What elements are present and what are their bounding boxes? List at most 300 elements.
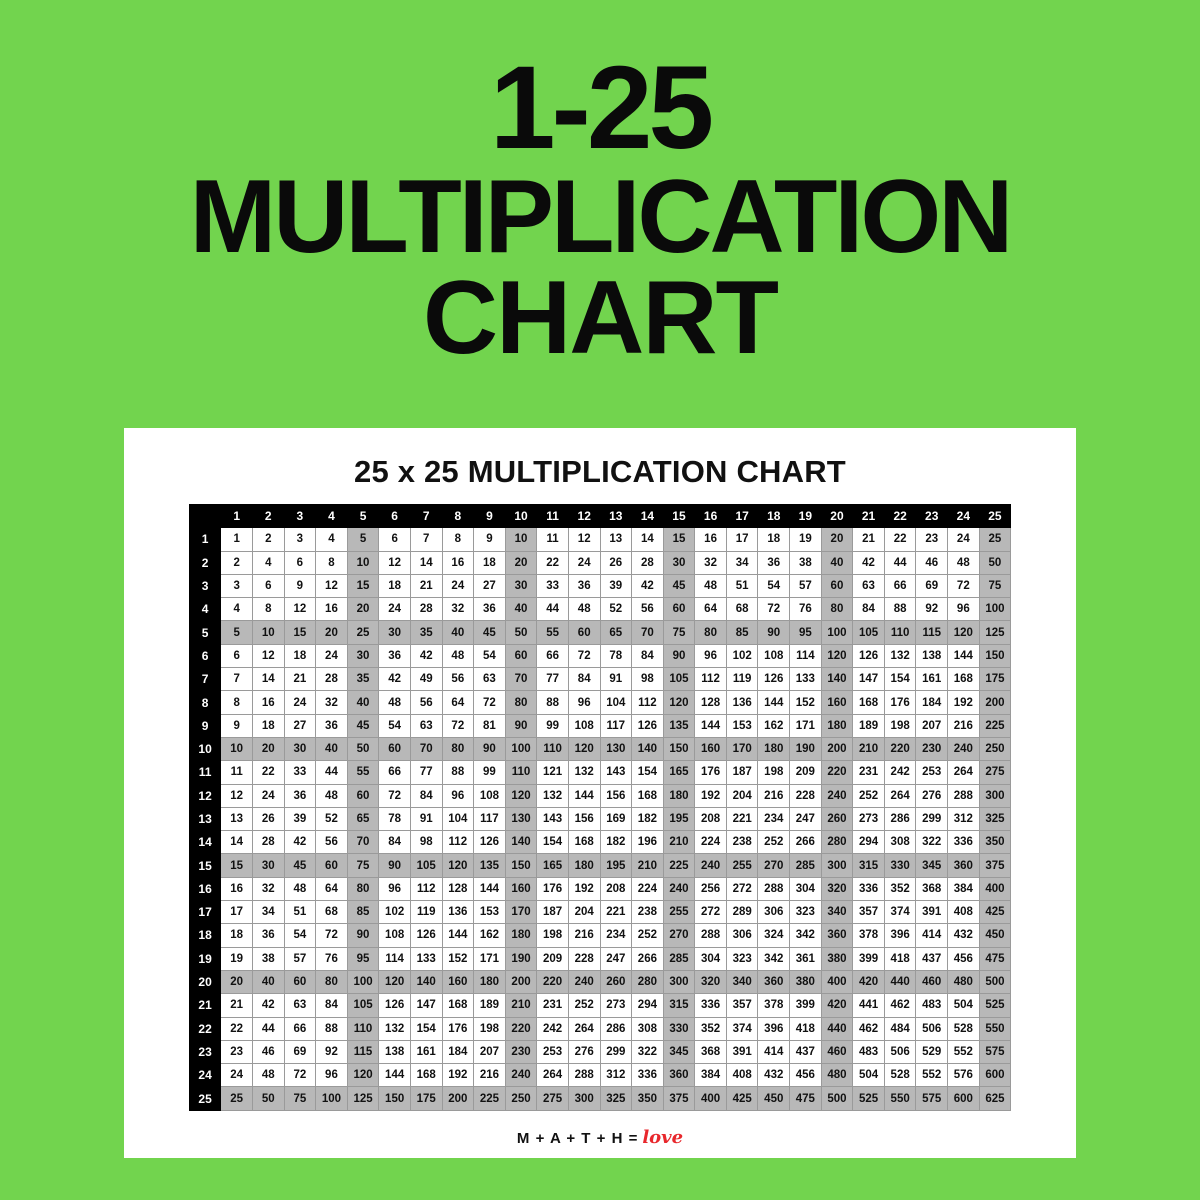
table-cell: 153 <box>474 901 506 924</box>
table-cell: 50 <box>347 737 379 760</box>
table-cell: 432 <box>948 924 980 947</box>
table-cell: 154 <box>884 668 916 691</box>
table-cell: 184 <box>916 691 948 714</box>
table-cell: 220 <box>537 970 569 993</box>
table-cell: 299 <box>916 807 948 830</box>
row-header: 1 <box>189 528 221 551</box>
table-cell: 304 <box>695 947 727 970</box>
table-cell: 69 <box>284 1040 316 1063</box>
table-cell: 323 <box>790 901 822 924</box>
table-cell: 108 <box>758 644 790 667</box>
row-header: 4 <box>189 598 221 621</box>
table-cell: 234 <box>600 924 632 947</box>
table-cell: 55 <box>537 621 569 644</box>
table-cell: 85 <box>726 621 758 644</box>
column-header: 24 <box>948 505 980 528</box>
chart-card <box>124 428 1076 1158</box>
column-header: 7 <box>410 505 442 528</box>
column-header: 25 <box>979 505 1011 528</box>
table-cell: 51 <box>284 901 316 924</box>
table-cell: 60 <box>316 854 348 877</box>
table-cell: 126 <box>379 994 411 1017</box>
table-cell: 45 <box>284 854 316 877</box>
table-cell: 121 <box>537 761 569 784</box>
table-cell: 84 <box>632 644 664 667</box>
table-cell: 15 <box>347 574 379 597</box>
table-cell: 400 <box>695 1087 727 1110</box>
table-cell: 20 <box>347 598 379 621</box>
table-cell: 30 <box>663 551 695 574</box>
table-cell: 40 <box>316 737 348 760</box>
table-cell: 15 <box>221 854 253 877</box>
table-cell: 144 <box>948 644 980 667</box>
table-cell: 238 <box>726 831 758 854</box>
table-cell: 425 <box>979 901 1011 924</box>
table-cell: 176 <box>884 691 916 714</box>
table-row <box>189 668 1010 691</box>
table-cell: 221 <box>600 901 632 924</box>
table-cell: 285 <box>663 947 695 970</box>
table-cell: 357 <box>726 994 758 1017</box>
table-cell: 315 <box>853 854 885 877</box>
table-cell: 168 <box>410 1064 442 1087</box>
table-cell: 399 <box>790 994 822 1017</box>
table-cell: 225 <box>663 854 695 877</box>
table-cell: 54 <box>758 574 790 597</box>
table-cell: 76 <box>316 947 348 970</box>
table-cell: 253 <box>537 1040 569 1063</box>
table-cell: 108 <box>379 924 411 947</box>
row-header: 22 <box>189 1017 221 1040</box>
table-cell: 88 <box>537 691 569 714</box>
table-cell: 11 <box>221 761 253 784</box>
table-cell: 104 <box>442 807 474 830</box>
table-row <box>189 551 1010 574</box>
table-cell: 36 <box>252 924 284 947</box>
table-cell: 16 <box>316 598 348 621</box>
row-header: 3 <box>189 574 221 597</box>
table-cell: 33 <box>537 574 569 597</box>
table-cell: 88 <box>442 761 474 784</box>
table-cell: 352 <box>884 877 916 900</box>
table-cell: 152 <box>442 947 474 970</box>
table-cell: 12 <box>568 528 600 551</box>
table-cell: 198 <box>537 924 569 947</box>
table-cell: 84 <box>568 668 600 691</box>
row-header: 16 <box>189 877 221 900</box>
table-cell: 24 <box>442 574 474 597</box>
table-cell: 38 <box>790 551 822 574</box>
table-cell: 288 <box>948 784 980 807</box>
table-cell: 192 <box>442 1064 474 1087</box>
table-cell: 21 <box>221 994 253 1017</box>
row-header: 9 <box>189 714 221 737</box>
table-cell: 110 <box>537 737 569 760</box>
table-cell: 38 <box>252 947 284 970</box>
table-cell: 160 <box>442 970 474 993</box>
table-cell: 24 <box>568 551 600 574</box>
table-cell: 8 <box>252 598 284 621</box>
table-cell: 175 <box>979 668 1011 691</box>
table-cell: 2 <box>252 528 284 551</box>
table-cell: 90 <box>758 621 790 644</box>
table-cell: 198 <box>474 1017 506 1040</box>
table-cell: 189 <box>474 994 506 1017</box>
table-row <box>189 831 1010 854</box>
table-cell: 550 <box>884 1087 916 1110</box>
column-header: 8 <box>442 505 474 528</box>
table-cell: 60 <box>347 784 379 807</box>
table-cell: 286 <box>600 1017 632 1040</box>
table-cell: 300 <box>821 854 853 877</box>
table-cell: 63 <box>284 994 316 1017</box>
table-cell: 575 <box>916 1087 948 1110</box>
table-cell: 66 <box>379 761 411 784</box>
table-cell: 80 <box>821 598 853 621</box>
table-cell: 76 <box>790 598 822 621</box>
column-header: 23 <box>916 505 948 528</box>
table-cell: 161 <box>916 668 948 691</box>
table-cell: 88 <box>316 1017 348 1040</box>
column-header: 4 <box>316 505 348 528</box>
table-cell: 136 <box>726 691 758 714</box>
table-cell: 30 <box>347 644 379 667</box>
table-cell: 240 <box>568 970 600 993</box>
table-cell: 231 <box>853 761 885 784</box>
table-cell: 264 <box>884 784 916 807</box>
table-cell: 176 <box>537 877 569 900</box>
table-cell: 22 <box>537 551 569 574</box>
table-cell: 44 <box>884 551 916 574</box>
table-cell: 50 <box>979 551 1011 574</box>
table-cell: 224 <box>632 877 664 900</box>
table-cell: 48 <box>252 1064 284 1087</box>
table-cell: 414 <box>758 1040 790 1063</box>
table-cell: 322 <box>916 831 948 854</box>
table-cell: 230 <box>916 737 948 760</box>
table-cell: 425 <box>726 1087 758 1110</box>
table-cell: 200 <box>821 737 853 760</box>
table-cell: 119 <box>410 901 442 924</box>
table-cell: 437 <box>790 1040 822 1063</box>
table-cell: 64 <box>316 877 348 900</box>
table-cell: 102 <box>379 901 411 924</box>
table-cell: 160 <box>821 691 853 714</box>
table-cell: 105 <box>663 668 695 691</box>
table-cell: 105 <box>347 994 379 1017</box>
table-cell: 14 <box>410 551 442 574</box>
table-cell: 231 <box>537 994 569 1017</box>
table-cell: 500 <box>821 1087 853 1110</box>
table-cell: 170 <box>726 737 758 760</box>
table-cell: 24 <box>284 691 316 714</box>
table-cell: 10 <box>252 621 284 644</box>
table-cell: 176 <box>695 761 727 784</box>
row-header: 2 <box>189 551 221 574</box>
table-cell: 208 <box>695 807 727 830</box>
table-cell: 320 <box>821 877 853 900</box>
table-cell: 552 <box>948 1040 980 1063</box>
table-cell: 150 <box>505 854 537 877</box>
table-cell: 252 <box>568 994 600 1017</box>
table-cell: 16 <box>252 691 284 714</box>
table-cell: 60 <box>568 621 600 644</box>
table-cell: 396 <box>884 924 916 947</box>
table-cell: 54 <box>284 924 316 947</box>
table-cell: 391 <box>726 1040 758 1063</box>
table-cell: 72 <box>568 644 600 667</box>
table-cell: 414 <box>916 924 948 947</box>
table-cell: 8 <box>316 551 348 574</box>
table-cell: 15 <box>663 528 695 551</box>
table-cell: 154 <box>632 761 664 784</box>
table-cell: 168 <box>853 691 885 714</box>
table-cell: 189 <box>853 714 885 737</box>
table-cell: 24 <box>252 784 284 807</box>
column-header: 2 <box>252 505 284 528</box>
row-header: 24 <box>189 1064 221 1087</box>
table-cell: 360 <box>758 970 790 993</box>
table-cell: 84 <box>410 784 442 807</box>
column-header: 9 <box>474 505 506 528</box>
table-cell: 345 <box>663 1040 695 1063</box>
table-cell: 80 <box>442 737 474 760</box>
table-cell: 144 <box>568 784 600 807</box>
table-cell: 165 <box>537 854 569 877</box>
table-cell: 168 <box>948 668 980 691</box>
table-cell: 28 <box>316 668 348 691</box>
table-corner-cell <box>189 505 221 528</box>
table-cell: 304 <box>790 877 822 900</box>
table-cell: 221 <box>726 807 758 830</box>
column-header: 21 <box>853 505 885 528</box>
table-cell: 234 <box>758 807 790 830</box>
table-cell: 36 <box>379 644 411 667</box>
table-cell: 50 <box>252 1087 284 1110</box>
table-cell: 126 <box>632 714 664 737</box>
table-cell: 56 <box>632 598 664 621</box>
table-cell: 96 <box>568 691 600 714</box>
table-cell: 110 <box>505 761 537 784</box>
table-cell: 210 <box>853 737 885 760</box>
table-cell: 90 <box>379 854 411 877</box>
table-cell: 104 <box>600 691 632 714</box>
table-cell: 17 <box>726 528 758 551</box>
table-cell: 12 <box>252 644 284 667</box>
table-cell: 462 <box>853 1017 885 1040</box>
table-cell: 40 <box>252 970 284 993</box>
table-cell: 70 <box>505 668 537 691</box>
table-row <box>189 994 1010 1017</box>
table-cell: 92 <box>316 1040 348 1063</box>
table-cell: 190 <box>790 737 822 760</box>
table-cell: 168 <box>632 784 664 807</box>
table-cell: 80 <box>347 877 379 900</box>
table-cell: 625 <box>979 1087 1011 1110</box>
table-cell: 196 <box>632 831 664 854</box>
row-header: 19 <box>189 947 221 970</box>
table-row <box>189 621 1010 644</box>
table-cell: 255 <box>663 901 695 924</box>
table-cell: 350 <box>979 831 1011 854</box>
table-cell: 330 <box>884 854 916 877</box>
table-cell: 125 <box>347 1087 379 1110</box>
table-cell: 308 <box>632 1017 664 1040</box>
table-cell: 80 <box>316 970 348 993</box>
table-cell: 126 <box>853 644 885 667</box>
table-cell: 216 <box>758 784 790 807</box>
table-cell: 336 <box>853 877 885 900</box>
table-cell: 63 <box>474 668 506 691</box>
table-cell: 378 <box>758 994 790 1017</box>
table-cell: 600 <box>948 1087 980 1110</box>
table-cell: 220 <box>821 761 853 784</box>
table-cell: 247 <box>790 807 822 830</box>
table-cell: 484 <box>884 1017 916 1040</box>
table-cell: 72 <box>316 924 348 947</box>
table-cell: 64 <box>442 691 474 714</box>
table-cell: 252 <box>853 784 885 807</box>
table-cell: 440 <box>884 970 916 993</box>
table-cell: 230 <box>505 1040 537 1063</box>
table-cell: 368 <box>695 1040 727 1063</box>
table-row <box>189 784 1010 807</box>
table-cell: 270 <box>663 924 695 947</box>
table-cell: 75 <box>347 854 379 877</box>
table-cell: 210 <box>632 854 664 877</box>
table-cell: 126 <box>474 831 506 854</box>
table-cell: 95 <box>790 621 822 644</box>
table-cell: 48 <box>316 784 348 807</box>
table-cell: 72 <box>474 691 506 714</box>
table-cell: 161 <box>410 1040 442 1063</box>
table-cell: 336 <box>948 831 980 854</box>
table-cell: 228 <box>790 784 822 807</box>
table-cell: 90 <box>347 924 379 947</box>
table-cell: 120 <box>379 970 411 993</box>
table-cell: 22 <box>884 528 916 551</box>
table-cell: 25 <box>347 621 379 644</box>
table-cell: 400 <box>821 970 853 993</box>
table-cell: 39 <box>600 574 632 597</box>
table-cell: 361 <box>790 947 822 970</box>
table-cell: 48 <box>568 598 600 621</box>
table-cell: 576 <box>948 1064 980 1087</box>
table-cell: 78 <box>379 807 411 830</box>
table-row <box>189 924 1010 947</box>
table-cell: 35 <box>347 668 379 691</box>
table-cell: 357 <box>853 901 885 924</box>
table-cell: 154 <box>410 1017 442 1040</box>
table-row <box>189 1040 1010 1063</box>
table-cell: 14 <box>632 528 664 551</box>
table-cell: 115 <box>347 1040 379 1063</box>
table-cell: 380 <box>790 970 822 993</box>
table-cell: 266 <box>632 947 664 970</box>
table-cell: 42 <box>853 551 885 574</box>
table-cell: 340 <box>821 901 853 924</box>
table-cell: 44 <box>537 598 569 621</box>
table-cell: 220 <box>505 1017 537 1040</box>
table-cell: 140 <box>632 737 664 760</box>
row-header: 15 <box>189 854 221 877</box>
table-cell: 27 <box>284 714 316 737</box>
table-cell: 506 <box>916 1017 948 1040</box>
table-cell: 88 <box>884 598 916 621</box>
table-cell: 192 <box>568 877 600 900</box>
table-cell: 400 <box>979 877 1011 900</box>
table-cell: 48 <box>379 691 411 714</box>
table-cell: 60 <box>821 574 853 597</box>
table-cell: 143 <box>600 761 632 784</box>
multiplication-table <box>189 504 1011 1111</box>
table-cell: 128 <box>695 691 727 714</box>
table-cell: 84 <box>379 831 411 854</box>
table-cell: 75 <box>284 1087 316 1110</box>
table-cell: 153 <box>726 714 758 737</box>
table-row <box>189 574 1010 597</box>
table-cell: 132 <box>537 784 569 807</box>
table-cell: 18 <box>252 714 284 737</box>
table-cell: 7 <box>410 528 442 551</box>
table-cell: 10 <box>347 551 379 574</box>
table-cell: 95 <box>347 947 379 970</box>
table-cell: 396 <box>758 1017 790 1040</box>
table-cell: 285 <box>790 854 822 877</box>
table-body <box>189 528 1010 1110</box>
table-cell: 375 <box>663 1087 695 1110</box>
table-cell: 20 <box>252 737 284 760</box>
table-cell: 45 <box>474 621 506 644</box>
table-cell: 19 <box>790 528 822 551</box>
table-cell: 20 <box>505 551 537 574</box>
table-cell: 325 <box>979 807 1011 830</box>
table-cell: 162 <box>474 924 506 947</box>
table-cell: 48 <box>695 574 727 597</box>
table-cell: 77 <box>537 668 569 691</box>
table-cell: 135 <box>474 854 506 877</box>
table-cell: 160 <box>695 737 727 760</box>
table-cell: 72 <box>379 784 411 807</box>
table-cell: 207 <box>474 1040 506 1063</box>
table-cell: 20 <box>221 970 253 993</box>
table-cell: 125 <box>979 621 1011 644</box>
table-cell: 260 <box>600 970 632 993</box>
table-cell: 120 <box>347 1064 379 1087</box>
table-cell: 6 <box>252 574 284 597</box>
table-cell: 16 <box>695 528 727 551</box>
table-cell: 209 <box>790 761 822 784</box>
table-cell: 315 <box>663 994 695 1017</box>
table-cell: 60 <box>663 598 695 621</box>
table-cell: 256 <box>695 877 727 900</box>
table-cell: 350 <box>632 1087 664 1110</box>
table-cell: 34 <box>252 901 284 924</box>
table-cell: 210 <box>505 994 537 1017</box>
table-cell: 24 <box>316 644 348 667</box>
table-cell: 90 <box>663 644 695 667</box>
table-cell: 80 <box>505 691 537 714</box>
headline-line-3: CHART <box>423 259 777 376</box>
table-cell: 20 <box>316 621 348 644</box>
table-cell: 140 <box>410 970 442 993</box>
table-cell: 70 <box>632 621 664 644</box>
table-cell: 360 <box>663 1064 695 1087</box>
table-cell: 5 <box>347 528 379 551</box>
table-cell: 100 <box>979 598 1011 621</box>
table-cell: 170 <box>505 901 537 924</box>
table-cell: 28 <box>252 831 284 854</box>
